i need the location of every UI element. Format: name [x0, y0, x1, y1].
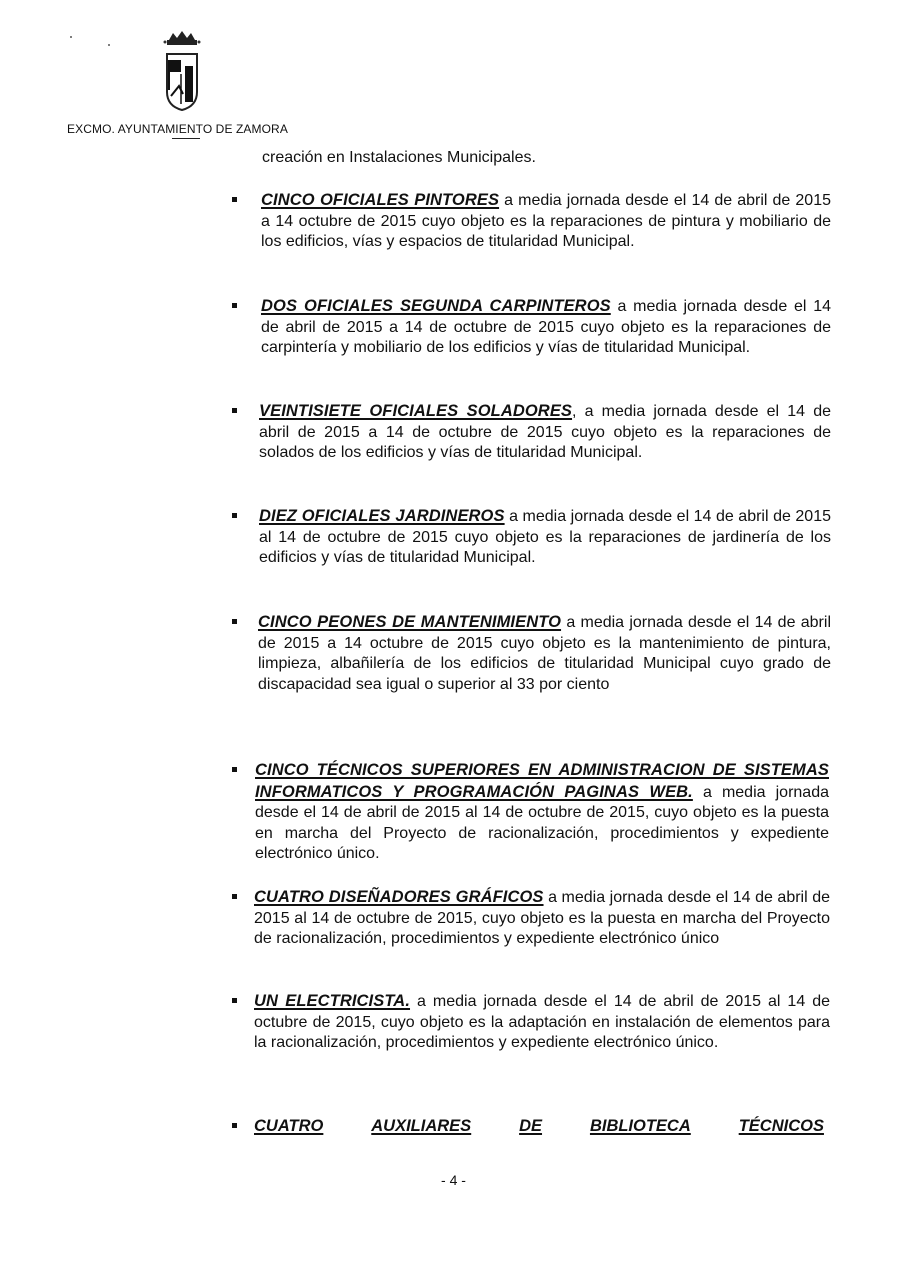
item-heading: UN ELECTRICISTA. [254, 992, 411, 1010]
item-body [254, 887, 830, 950]
bullet-icon [232, 894, 237, 899]
organization-name: EXCMO. AYUNTAMIENTO DE ZAMORA [67, 122, 288, 136]
bullet-icon [232, 619, 237, 624]
item-text: a media jornada desde el 14 de abril de 2015 al 14 de octubre de 2015, cuyo objeto es la adaptación en instalación de elementos para la racionalización, procedimientos y expediente electrónico único. [254, 993, 831, 1051]
item-text: a media jornada desde el 14 de abril de 2015 al 14 de octubre de 2015 cuyo objeto es la reparaciones de jardinería de los edificios y vías de titularidad Municipal. [259, 508, 831, 566]
item-heading: CINCO OFICIALES PINTORES [261, 191, 500, 209]
item-body [259, 506, 831, 569]
item-body [261, 190, 831, 253]
item-heading: DIEZ OFICIALES JARDINEROS [259, 507, 505, 525]
item-text: a media jornada desde el 14 de abril de 2015 a 14 octubre de 2015 cuyo objeto es la reparaciones de pintura y mobiliario de los edificios, vías y espacios de titularidad Municipal. [261, 192, 831, 250]
item-body [261, 296, 831, 359]
item-heading: CINCO PEONES DE MANTENIMIENTO [258, 613, 562, 631]
coat-of-arms-icon [155, 30, 209, 112]
item-heading: VEINTISIETE OFICIALES SOLADORES [259, 402, 573, 420]
item-text: a media jornada desde el 14 de abril de 2015 al 14 de octubre de 2015, cuyo objeto es la puesta en marcha del Proyecto de racionalización, procedimientos y expediente electrónico único [254, 889, 830, 947]
item-body [258, 612, 831, 695]
item-text: a media jornada desde el 14 de abril de 2015 a 14 octubre de 2015 cuyo objeto es la mantenimiento de pintura, limpieza, albañilería de los edificios de titularidad Municipal cuyo grado de discapacidad sea igual o superior al 33 por ciento [258, 614, 831, 693]
bullet-icon [232, 197, 237, 202]
heading-word: CUATRO [254, 1117, 324, 1135]
bullet-icon [232, 408, 237, 413]
item-text: a media jornada desde el 14 de abril de 2015 al 14 de octubre de 2015, cuyo objeto es la puesta en marcha del Proyecto de racionalización, procedimientos y expediente electrónico único. [255, 783, 829, 862]
heading-word: AUXILIARES [371, 1117, 472, 1135]
heading-word: TÉCNICOS [738, 1117, 824, 1135]
bullet-icon [232, 303, 237, 308]
heading-word: DE [519, 1117, 543, 1135]
item-heading: DOS OFICIALES SEGUNDA CARPINTEROS [261, 297, 611, 315]
item-body [259, 401, 831, 464]
header-rule [172, 138, 200, 139]
item-body [254, 991, 830, 1054]
bullet-icon [232, 1123, 237, 1128]
item-text: , a media jornada desde el 14 de abril de 2015 a 14 de octubre de 2015 cuyo objeto es la reparaciones de solados de los edificios y vías de titularidad Municipal. [259, 403, 831, 461]
bullet-icon [232, 998, 237, 1003]
scan-speck [108, 44, 110, 46]
heading-word: BIBLIOTECA [589, 1117, 691, 1135]
item-heading: CINCO TÉCNICOS SUPERIORES EN ADMINISTRACION DE SISTEMAS INFORMATICOS Y PROGRAMACIÓN PAGINAS WEB. [255, 761, 829, 801]
bullet-icon [232, 767, 237, 772]
item-heading: CUATRO DISEÑADORES GRÁFICOS [254, 888, 544, 906]
item-body [255, 760, 829, 865]
page-number: - 4 - [441, 1172, 466, 1188]
item-text: a media jornada desde el 14 de abril de 2015 a 14 de octubre de 2015 cuyo objeto es la reparaciones de carpintería y mobiliario de los edificios y vías de titularidad Municipal. [261, 298, 831, 356]
continuation-text: creación en Instalaciones Municipales. [262, 149, 536, 166]
item-heading [254, 1117, 824, 1136]
bullet-icon [232, 513, 237, 518]
scan-speck [70, 36, 72, 38]
